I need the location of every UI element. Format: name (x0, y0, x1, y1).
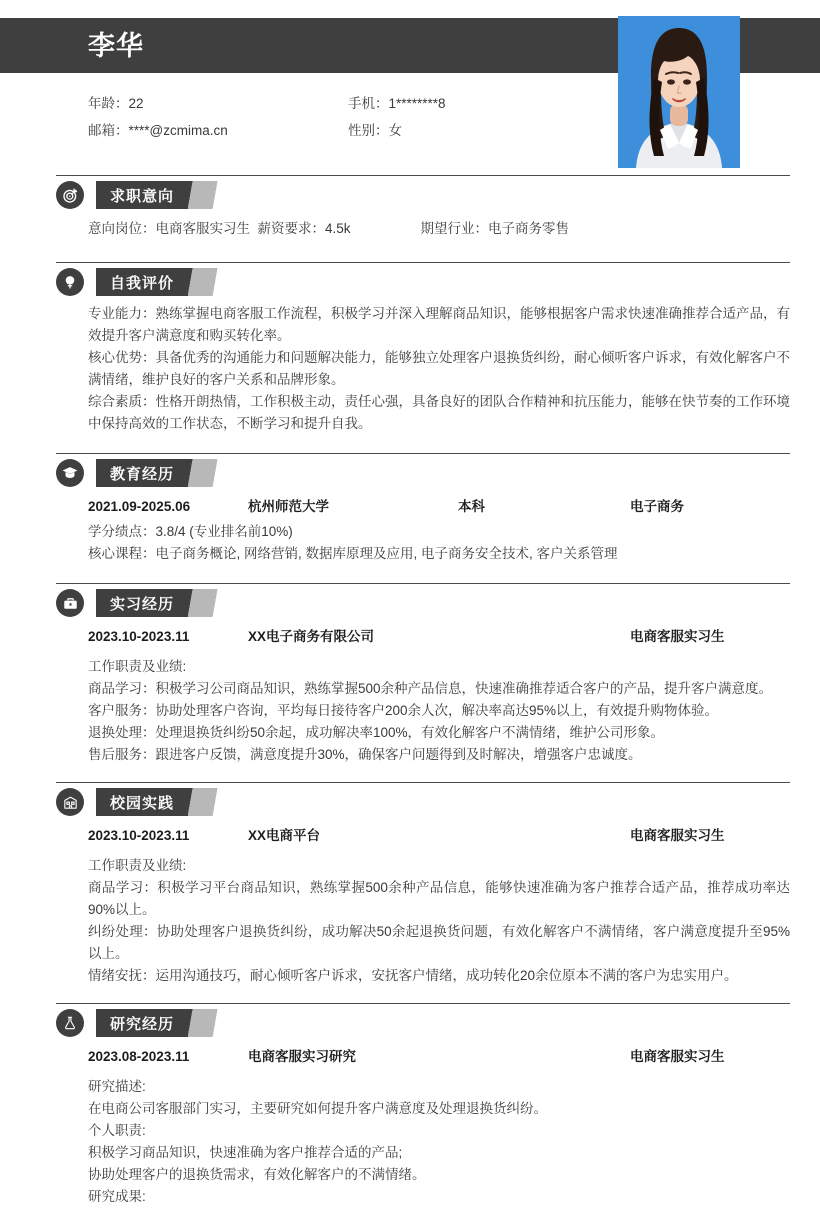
section-title-group (96, 1009, 234, 1037)
id-photo-illustration (618, 16, 740, 168)
section-header (0, 262, 820, 297)
contact-phone-value: 1********8 (388, 95, 446, 111)
education-major: 电子商务 (630, 499, 684, 514)
flask-icon (56, 1009, 84, 1037)
contact-gender (348, 119, 402, 139)
section-rule (56, 453, 790, 454)
education-degree: 本科 (458, 499, 485, 514)
section-research (0, 1003, 820, 1208)
section-rule (56, 262, 790, 263)
research-date: 2023.08-2023.11 (88, 1049, 190, 1064)
research-line: 研究成果: (88, 1189, 146, 1204)
self-evaluation-body (56, 297, 820, 435)
internship-details (56, 650, 820, 766)
resume-header (0, 0, 820, 175)
section-title-group (96, 459, 234, 487)
section-title-bar (96, 1009, 188, 1037)
internship-line: 售后服务：跟进客户反馈，满意度提升30%，确保客户问题得到及时解决，增强客户忠诚度。 (88, 747, 642, 762)
campus-line: 工作职责及业绩: (88, 858, 187, 873)
campus-role: 电商客服实习生 (630, 828, 725, 843)
campus-line: 纠纷处理：协助处理客户退换货纠纷，成功解决50余起退换货问题，有效化解客户不满情绪，客户满意度提升至95%以上。 (88, 924, 790, 961)
campus-details (56, 849, 820, 987)
section-slant-decor (188, 788, 234, 816)
internship-row (56, 618, 820, 650)
campus-organization: XX电商平台 (248, 828, 321, 843)
briefcase-icon (56, 589, 84, 617)
section-title-group (96, 268, 234, 296)
section-slant-decor (188, 181, 234, 209)
contact-phone (348, 92, 446, 112)
internship-line: 客户服务：协助处理客户咨询，平均每日接待客户200余人次，解决率高达95%以上，有效提升购物体验。 (88, 703, 719, 718)
section-title: 自我评价 (110, 274, 175, 292)
research-line: 协助处理客户的退换货需求，有效化解客户的不满情绪。 (88, 1167, 426, 1182)
section-slant-decor (188, 268, 234, 296)
section-rule (56, 1003, 790, 1004)
contact-age-value: 22 (128, 95, 144, 111)
contact-email-label: 邮箱： (88, 122, 129, 138)
page-title: 李华 (88, 31, 144, 61)
research-line: 积极学习商品知识，快速准确为客户推荐合适的产品; (88, 1145, 403, 1160)
campus-line: 商品学习：积极学习平台商品知识，熟练掌握500余种产品信息，能够快速准确为客户推荐合适产品，推荐成功率达90%以上。 (88, 880, 790, 917)
self-eval-paragraph: 专业能力：熟练掌握电商客服工作流程，积极学习并深入理解商品知识，能够根据客户需求快速准确推荐合适产品，有效提升客户满意度和购买转化率。 (88, 306, 790, 343)
graduation-cap-icon (56, 459, 84, 487)
job-intention-industry: 期望行业：电子商务零售 (420, 221, 570, 236)
research-line: 研究描述: (88, 1079, 146, 1094)
section-job-intention (0, 175, 820, 240)
school-building-icon (56, 788, 84, 816)
section-title: 教育经历 (110, 465, 175, 483)
section-slant-decor (188, 589, 234, 617)
section-title-group (96, 788, 234, 816)
research-row (56, 1038, 820, 1070)
self-eval-paragraph: 综合素质：性格开朗热情，工作积极主动，责任心强，具备良好的团队合作精神和抗压能力，能够在快节奏的工作环境中保持高效的工作状态，不断学习和提升自我。 (88, 394, 790, 431)
section-title: 校园实践 (110, 794, 175, 812)
internship-line: 商品学习：积极学习公司商品知识，熟练掌握500余种产品信息，快速准确推荐适合客户的产品，提升客户满意度。 (88, 681, 773, 696)
section-header (0, 782, 820, 817)
section-title-bar (96, 181, 188, 209)
internship-line: 退换处理：处理退换货纠纷50余起，成功解决率100%，有效化解客户不满情绪，维护公司形象。 (88, 725, 665, 740)
internship-company: XX电子商务有限公司 (248, 629, 375, 644)
section-rule (56, 583, 790, 584)
section-education (0, 453, 820, 565)
section-rule (56, 175, 790, 176)
section-title: 研究经历 (110, 1015, 175, 1033)
job-intention-position-salary: 意向岗位：电商客服实习生 薪资要求：4.5k (88, 221, 351, 236)
contact-age (88, 92, 348, 112)
section-title-bar (96, 788, 188, 816)
section-rule (56, 782, 790, 783)
avatar (618, 16, 740, 168)
contact-age-label: 年龄： (88, 95, 129, 111)
section-title-group (96, 181, 234, 209)
contact-gender-value: 女 (388, 122, 402, 138)
section-header (0, 583, 820, 618)
contact-row (88, 115, 588, 142)
target-icon (56, 181, 84, 209)
research-details (56, 1070, 820, 1208)
lightbulb-icon (56, 268, 84, 296)
education-gpa: 学分绩点：3.8/4 (专业排名前10%) (88, 524, 293, 539)
section-title-bar (96, 589, 188, 617)
self-eval-paragraph: 核心优势：具备优秀的沟通能力和问题解决能力，能够独立处理客户退换货纠纷，耐心倾听客户诉求，有效化解客户不满情绪，维护良好的客户关系和品牌形象。 (88, 350, 790, 387)
section-slant-decor (188, 1009, 234, 1037)
contact-info (88, 88, 588, 142)
contact-phone-label: 手机： (348, 95, 389, 111)
section-title: 实习经历 (110, 595, 175, 613)
education-row (56, 488, 820, 520)
research-role: 电商客服实习生 (630, 1049, 725, 1064)
campus-row (56, 817, 820, 849)
section-header (0, 453, 820, 488)
education-school: 杭州师范大学 (248, 499, 329, 514)
internship-date: 2023.10-2023.11 (88, 629, 190, 644)
internship-line: 工作职责及业绩: (88, 659, 187, 674)
section-campus-practice (0, 782, 820, 987)
section-self-evaluation (0, 262, 820, 435)
section-title-bar (96, 459, 188, 487)
section-internship (0, 583, 820, 766)
contact-gender-label: 性别： (348, 122, 389, 138)
education-date: 2021.09-2025.06 (88, 499, 191, 514)
section-header (0, 1003, 820, 1038)
contact-email-value: ****@zcmima.cn (128, 122, 228, 138)
section-header (0, 175, 820, 210)
education-details (56, 520, 820, 565)
campus-date: 2023.10-2023.11 (88, 828, 190, 843)
internship-role: 电商客服实习生 (630, 629, 725, 644)
contact-email (88, 119, 348, 139)
section-title: 求职意向 (110, 187, 175, 205)
research-line: 个人职责: (88, 1123, 146, 1138)
section-title-bar (96, 268, 188, 296)
job-intention-row (56, 210, 820, 240)
research-topic: 电商客服实习研究 (248, 1049, 356, 1064)
education-courses: 核心课程：电子商务概论, 网络营销, 数据库原理及应用, 电子商务安全技术, 客户关系管理 (88, 546, 618, 561)
contact-row (88, 88, 588, 115)
campus-line: 情绪安抚：运用沟通技巧，耐心倾听客户诉求，安抚客户情绪，成功转化20余位原本不满的客户为忠实用户。 (88, 968, 738, 983)
section-title-group (96, 589, 234, 617)
section-slant-decor (188, 459, 234, 487)
research-line: 在电商公司客服部门实习，主要研究如何提升客户满意度及处理退换货纠纷。 (88, 1101, 547, 1116)
